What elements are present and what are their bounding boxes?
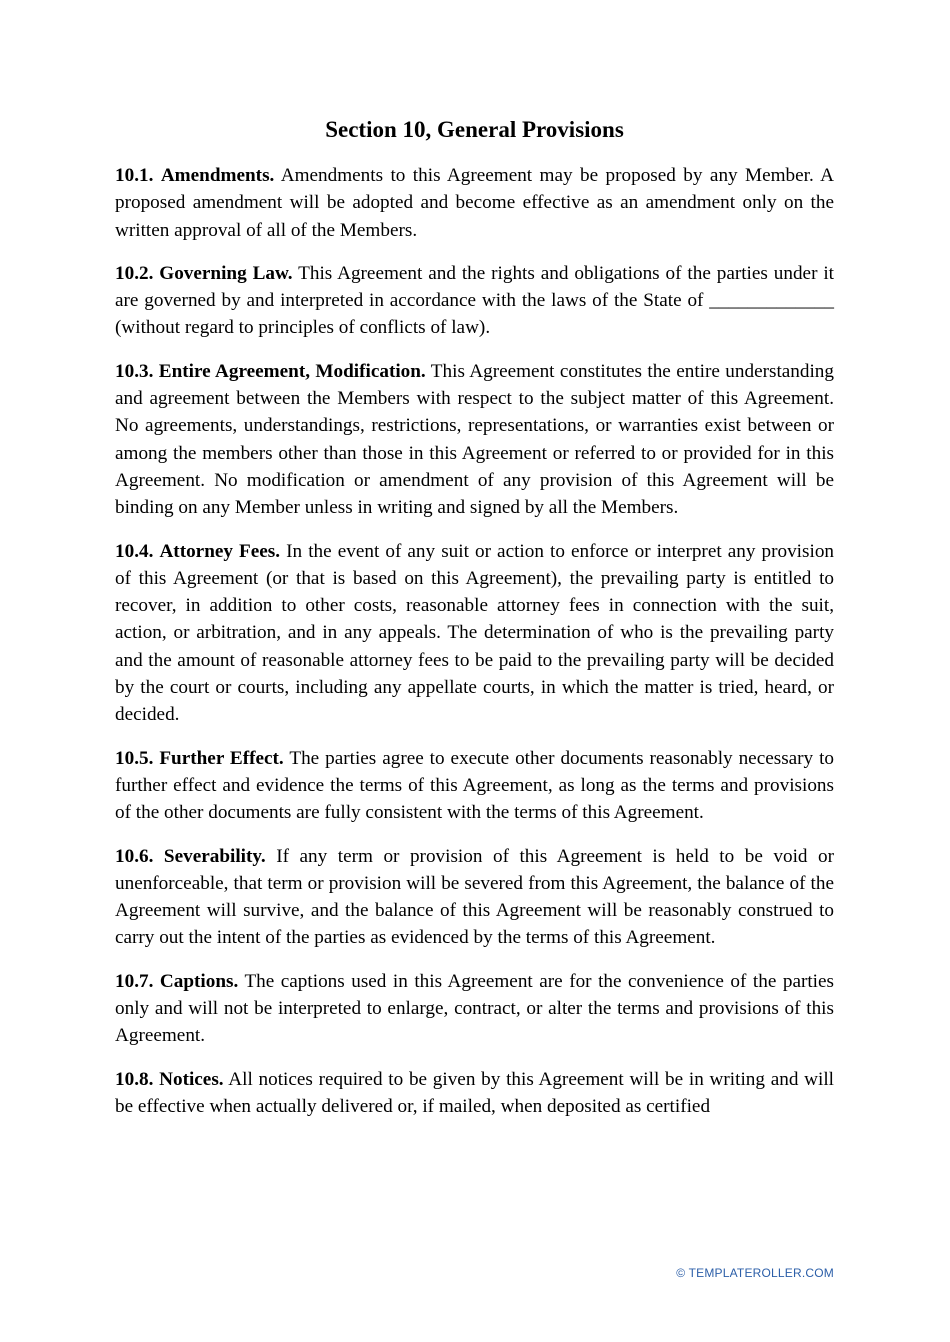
footer-site-link[interactable]: TEMPLATEROLLER.COM	[688, 1266, 834, 1280]
clause-text: All notices required to be given by this Agreement will be in writing and will be effective when actually delivered or, if mailed, when deposited as certified	[115, 1068, 834, 1117]
clause-text: If any term or provision of this Agreement is held to be void or unenforceable, that term or provision will be severed from this Agreement, the balance of the Agreement will survive, and the balance of this Agreement will be reasonably construed to carry out the intent of the parties as evidenced by the terms of this Agreement.	[115, 845, 835, 949]
clause-number: 10.6.	[115, 845, 154, 867]
clause-number: 10.2.	[115, 262, 154, 284]
clause-heading: Further Effect.	[159, 747, 284, 769]
clause-entire-agreement	[115, 358, 834, 522]
clause-severability	[115, 843, 834, 952]
clause-attorney-fees	[115, 538, 834, 729]
clause-heading: Governing Law.	[159, 262, 293, 284]
clause-heading: Entire Agreement, Modification.	[158, 360, 426, 382]
clause-further-effect	[115, 745, 834, 827]
clause-number: 10.4.	[115, 540, 154, 562]
footer-watermark[interactable]	[676, 1266, 834, 1280]
clause-text: In the event of any suit or action to enforce or interpret any provision of this Agreement (or that is based on this Agreement), the prevailing party is entitled to recover, in addition to other costs, reasonable attorney fees in connection with the suit, action, or arbitration, and in any appeals. The determination of who is the prevailing party and the amount of reasonable attorney fees to be paid to the prevailing party will be decided by the court or courts, including any appellate courts, in which the matter is tried, heard, or decided.	[115, 540, 835, 726]
clause-text: This Agreement constitutes the entire understanding and agreement between the Members with respect to the subject matter of this Agreement. No agreements, understandings, restrictions, representations, or warranties exist between or among the members other than those in this Agreement or referred to or provided for in this Agreement. No modification or amendment of any provision of this Agreement will be binding on any Member unless in writing and signed by all the Members.	[115, 360, 834, 519]
document-page	[115, 112, 834, 1136]
clause-number: 10.8.	[115, 1068, 154, 1090]
clause-heading: Severability.	[163, 845, 266, 867]
clause-heading: Captions.	[159, 970, 239, 992]
clause-text: The parties agree to execute other documents reasonably necessary to further effect and evidence the terms of this Agreement, as long as the terms and provisions of the other documents are fully consistent with the terms of this Agreement.	[115, 747, 835, 824]
clause-text: This Agreement and the rights and obligations of the parties under it are governed by and interpreted in accordance with the laws of the State of _____________ (without regard to principles of conflicts of law).	[115, 262, 835, 339]
clause-heading: Notices.	[159, 1068, 224, 1090]
clause-heading: Attorney Fees.	[159, 540, 281, 562]
clause-heading: Amendments.	[160, 165, 275, 186]
clause-number: 10.7.	[115, 970, 154, 992]
clause-notices	[115, 1066, 834, 1121]
clause-governing-law	[115, 260, 834, 342]
page-title: Section 10, General Provisions	[325, 117, 624, 142]
clause-number: 10.5.	[115, 747, 154, 769]
clause-captions	[115, 968, 834, 1050]
copyright-icon: ©	[676, 1266, 686, 1280]
clause-amendments	[115, 162, 834, 244]
clause-number: 10.3.	[115, 360, 154, 382]
clause-text: The captions used in this Agreement are for the convenience of the parties only and will not be interpreted to enlarge, contract, or alter the terms and provisions of this Agreement.	[115, 970, 835, 1047]
clause-number: 10.1.	[115, 165, 154, 186]
clause-text: Amendments to this Agreement may be proposed by any Member. A proposed amendment will be adopted and become effective as an amendment only on the written approval of all of the Members.	[115, 165, 835, 241]
